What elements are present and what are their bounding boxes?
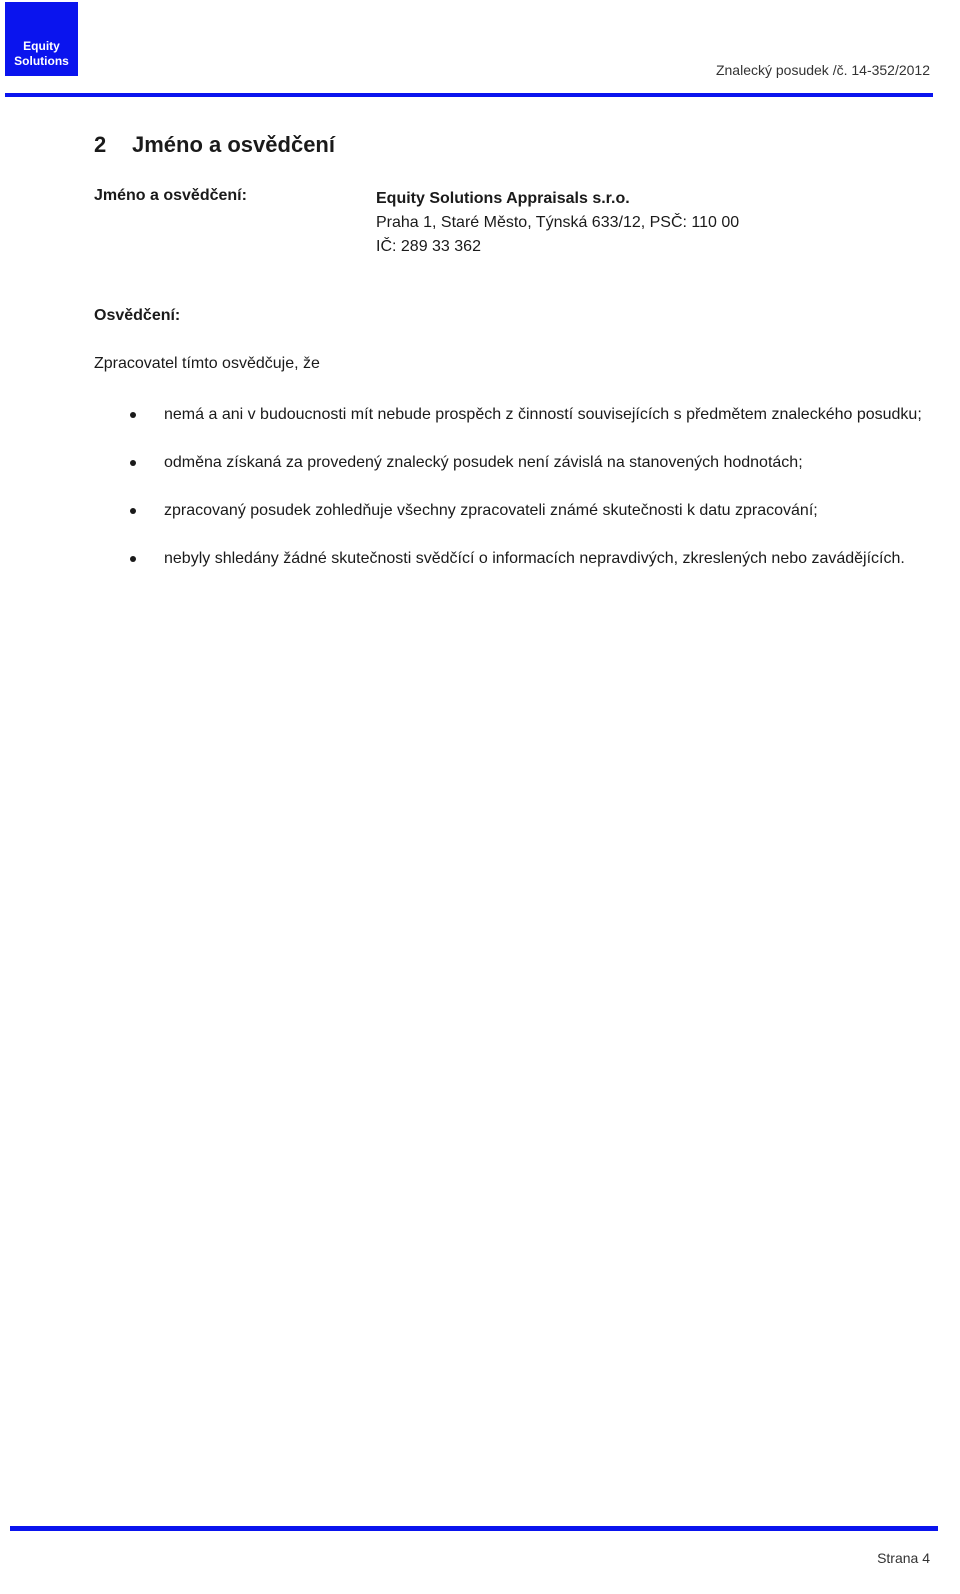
list-item-text: zpracovaný posudek zohledňuje všechny zpracovateli známé skutečnosti k datu zpracování; bbox=[164, 502, 818, 519]
list-item-text: odměna získaná za provedený znalecký posudek není závislá na stanovených hodnotách; bbox=[164, 454, 803, 471]
logo-line-2: Solutions bbox=[14, 54, 69, 68]
list-item-text: nemá a ani v budoucnosti mít nebude prospěch z činností souvisejících s předmětem znaleckého posudku; bbox=[164, 406, 922, 423]
footer-divider bbox=[10, 1526, 938, 1531]
header-divider bbox=[5, 93, 933, 97]
company-name: Equity Solutions Appraisals s.r.o. bbox=[376, 190, 630, 207]
list-item bbox=[94, 499, 932, 523]
page-number: Strana 4 bbox=[877, 1550, 930, 1566]
bullet-icon bbox=[130, 556, 136, 562]
company-logo bbox=[5, 2, 78, 76]
list-item bbox=[94, 403, 932, 427]
company-block bbox=[376, 187, 739, 259]
section-number: 2 bbox=[94, 132, 107, 157]
certification-list bbox=[94, 403, 932, 595]
certification-heading: Osvědčení: bbox=[94, 307, 181, 324]
document-reference: Znalecký posudek /č. 14-352/2012 bbox=[715, 62, 930, 78]
section-heading bbox=[94, 132, 335, 158]
identity-label: Jméno a osvědčení: bbox=[94, 187, 247, 204]
logo-line-1: Equity bbox=[23, 39, 60, 53]
certification-intro: Zpracovatel tímto osvědčuje, že bbox=[94, 355, 320, 372]
bullet-icon bbox=[130, 460, 136, 466]
list-item bbox=[94, 547, 932, 571]
list-item bbox=[94, 451, 932, 475]
company-ic: IČ: 289 33 362 bbox=[376, 238, 481, 255]
bullet-icon bbox=[130, 508, 136, 514]
bullet-icon bbox=[130, 412, 136, 418]
company-address: Praha 1, Staré Město, Týnská 633/12, PSČ: 110 00 bbox=[376, 214, 740, 231]
list-item-text: nebyly shledány žádné skutečnosti svědčící o informacích nepravdivých, zkreslených nebo zavádějících. bbox=[164, 550, 905, 567]
section-title: Jméno a osvědčení bbox=[132, 132, 335, 157]
